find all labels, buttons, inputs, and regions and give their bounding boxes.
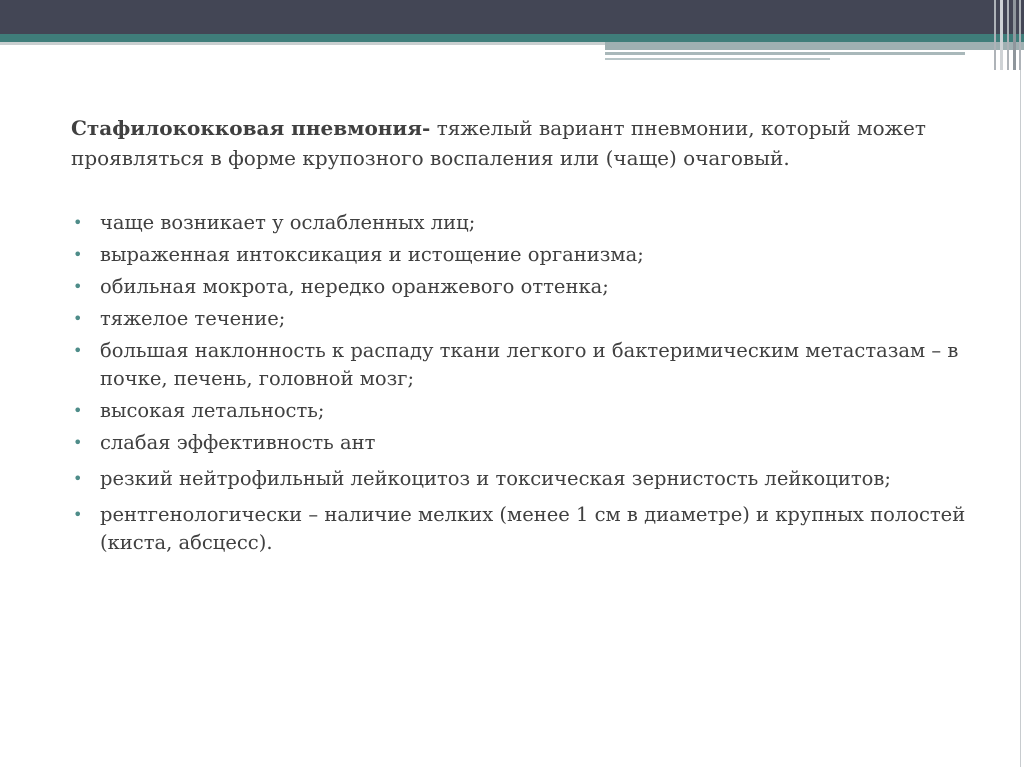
corner-stripe xyxy=(1000,0,1003,70)
intro-term: Стафилококковая пневмония- xyxy=(71,116,431,140)
list-item: • чаще возникает у ослабленных лиц; xyxy=(71,209,971,237)
header-band-teal xyxy=(0,34,1024,42)
corner-stripe xyxy=(1007,0,1009,70)
list-item: • слабая эффективность ант xyxy=(71,429,971,457)
slide-right-border xyxy=(1020,70,1021,767)
intro-definition: тяжелый вариант пневмонии, который может проявляться в форме крупозного воспаления или (чаще) очаговый. xyxy=(71,116,926,170)
corner-stripe xyxy=(1013,0,1016,70)
list-item: • резкий нейтрофильный лейкоцитоз и токсическая зернистость лейкоцитов; xyxy=(71,465,971,493)
header-band-dark xyxy=(0,0,1024,34)
bullet-list xyxy=(71,209,971,557)
header-line-right-1 xyxy=(605,52,965,55)
header-line-right-2 xyxy=(605,58,830,60)
list-item: • выраженная интоксикация и истощение организма; xyxy=(71,241,971,269)
slide-content xyxy=(71,113,971,561)
intro-paragraph xyxy=(71,113,971,173)
corner-stripe xyxy=(994,0,996,70)
list-item: • большая наклонность к распаду ткани легкого и бактеримическим метастазам – в почке, печень, головной мозг; xyxy=(71,337,971,393)
header-line-grey xyxy=(0,42,605,45)
header-block-right xyxy=(605,42,1024,50)
list-item: • обильная мокрота, нередко оранжевого оттенка; xyxy=(71,273,971,301)
corner-stripe xyxy=(1019,0,1021,70)
list-item: • высокая летальность; xyxy=(71,397,971,425)
list-item: • рентгенологически – наличие мелких (менее 1 см в диаметре) и крупных полостей (киста, абсцесс). xyxy=(71,501,971,557)
list-item: • тяжелое течение; xyxy=(71,305,971,333)
